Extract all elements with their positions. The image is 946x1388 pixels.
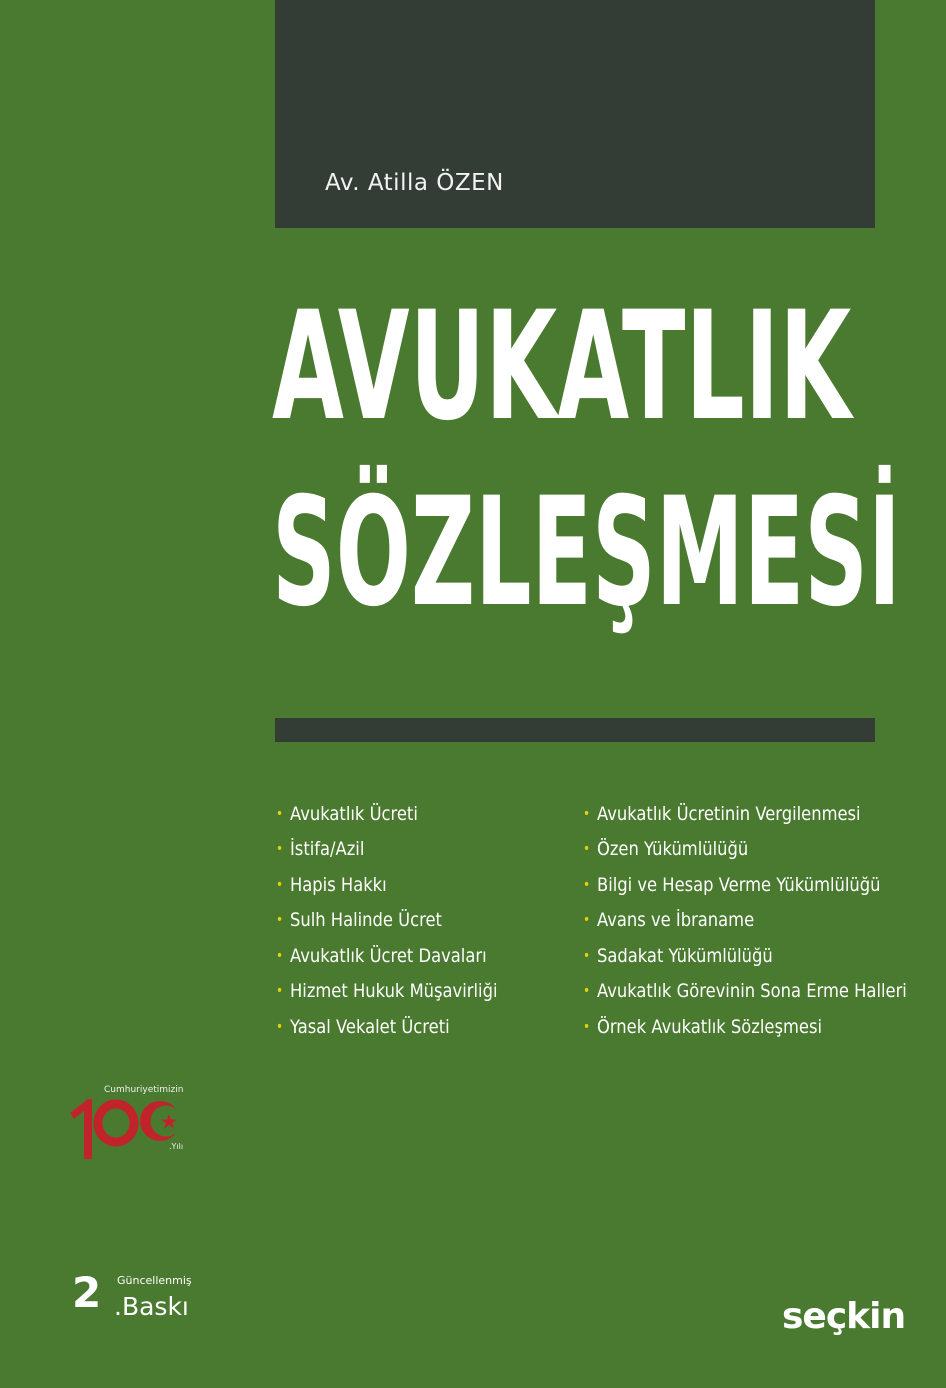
bullet-icon: • [583, 805, 591, 822]
bullet-icon: • [276, 841, 284, 858]
topic-label: Avukatlık Ücret Davaları [289, 944, 487, 967]
topic-label: Hapis Hakkı [289, 873, 387, 896]
edition-label: .Baskı [114, 1292, 189, 1321]
topic-label: Bilgi ve Hesap Verme Yükümlülüğü [596, 873, 881, 896]
bullet-icon: • [276, 947, 284, 964]
emblem-100-logo [66, 1085, 196, 1165]
list-item [276, 796, 497, 832]
list-item [583, 1009, 907, 1045]
list-item [276, 903, 497, 939]
topic-label: Örnek Avukatlık Sözleşmesi [596, 1015, 822, 1038]
list-item [583, 974, 907, 1010]
list-item [583, 903, 907, 939]
bullet-icon: • [276, 1018, 284, 1035]
topics-list-right [583, 796, 946, 1045]
edition-number: 2 [72, 1268, 102, 1317]
bullet-icon: • [583, 912, 591, 929]
bullet-icon: • [583, 876, 591, 893]
publisher-logo: seçkin [782, 1296, 906, 1337]
topic-label: Sadakat Yükümlülüğü [596, 944, 773, 967]
title-line-1: AVUKATLIK [272, 280, 852, 454]
list-item [583, 867, 907, 903]
bullet-icon: • [276, 912, 284, 929]
author-name: Av. Atilla ÖZEN [325, 170, 504, 196]
divider-bar [275, 718, 875, 742]
list-item [583, 796, 907, 832]
bullet-icon: • [276, 805, 284, 822]
list-item [276, 1009, 497, 1045]
list-item [276, 867, 497, 903]
bullet-icon: • [276, 983, 284, 1000]
topic-label: Hizmet Hukuk Müşavirliği [289, 980, 498, 1003]
edition-badge [72, 1268, 222, 1328]
list-item [276, 832, 497, 868]
bullet-icon: • [583, 983, 591, 1000]
topic-label: Yasal Vekalet Ücreti [289, 1015, 450, 1038]
bullet-icon: • [583, 1018, 591, 1035]
topic-label: Avukatlık Ücreti [289, 802, 418, 825]
emblem-top-text: Cumhuriyetimizin [104, 1085, 184, 1095]
topic-label: Avukatlık Görevinin Sona Erme Halleri [596, 980, 907, 1003]
topic-label: Avans ve İbraname [596, 909, 755, 932]
bullet-icon: • [583, 947, 591, 964]
topic-label: İstifa/Azil [289, 838, 365, 861]
topic-label: Sulh Halinde Ücret [289, 909, 442, 932]
bullet-icon: • [583, 841, 591, 858]
topics-list-left [276, 796, 534, 1045]
list-item [583, 832, 907, 868]
author-panel [275, 0, 875, 228]
republic-100-emblem [66, 1085, 196, 1165]
edition-updated-label: Güncellenmiş [117, 1274, 192, 1287]
list-item [276, 974, 497, 1010]
topic-label: Avukatlık Ücretinin Vergilenmesi [596, 802, 861, 825]
list-item [583, 938, 907, 974]
bullet-icon: • [276, 876, 284, 893]
list-item [276, 938, 497, 974]
topic-label: Özen Yükümlülüğü [596, 838, 749, 861]
emblem-bottom-text: .Yılı [169, 1142, 184, 1151]
title-line-2: SÖZLEŞMESİ [272, 466, 901, 640]
